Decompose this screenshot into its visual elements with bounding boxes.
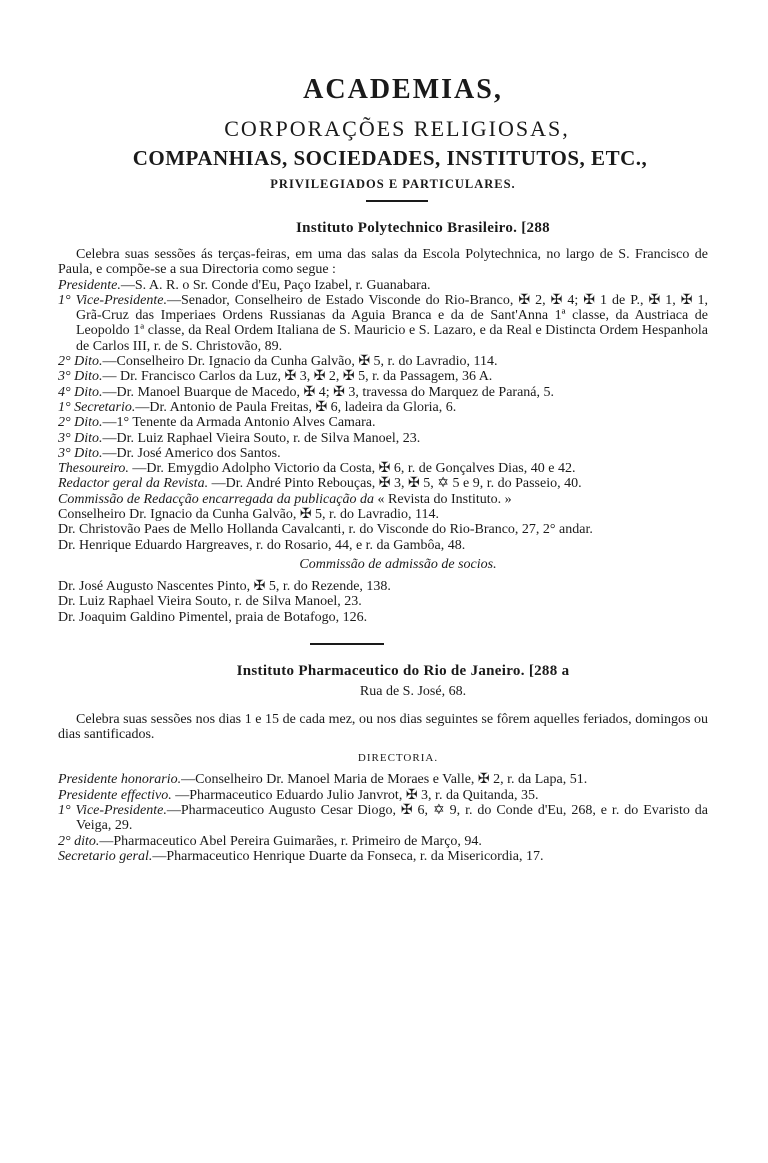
entry-text: Dr. Christovão Paes de Mello Hollanda Cavalcanti, r. do Visconde do Rio-Branco, 27, 2° andar. bbox=[58, 522, 593, 538]
entry-text: —Pharmaceutico Eduardo Julio Janvrot, ✠ 3, r. da Quitanda, 35. bbox=[171, 787, 539, 803]
entry-text: —1° Tenente da Armada Antonio Alves Camara. bbox=[102, 415, 376, 431]
entry-text: —Pharmaceutico Abel Pereira Guimarães, r. Primeiro de Março, 94. bbox=[99, 833, 482, 849]
entry bbox=[58, 278, 708, 293]
entry-role: Secretario geral. bbox=[58, 848, 153, 864]
entry-text: — Dr. Francisco Carlos da Luz, ✠ 3, ✠ 2, ✠ 5, r. da Passagem, 36 A. bbox=[102, 369, 493, 385]
entry bbox=[58, 772, 708, 787]
entry-role: 1° Vice-Presidente. bbox=[58, 292, 167, 308]
admissao-item: Dr. José Augusto Nascentes Pinto, ✠ 5, r. do Rezende, 138. bbox=[58, 578, 391, 594]
entry-role: 3° Dito. bbox=[58, 369, 103, 385]
entry-role: 2° dito. bbox=[58, 833, 100, 849]
divider bbox=[310, 643, 384, 645]
subtitle-line-3: COMPANHIAS, SOCIEDADES, INSTITUTOS, ETC., bbox=[132, 146, 648, 170]
entry-role: Presidente effectivo. bbox=[58, 787, 172, 803]
entry bbox=[58, 849, 708, 864]
entry-text: —Conselheiro Dr. Ignacio da Cunha Galvão, ✠ 5, r. do Lavradio, 114. bbox=[102, 354, 498, 370]
institute-1-entries bbox=[58, 278, 708, 553]
subtitle-line-2: CORPORAÇÕES RELIGIOSAS, bbox=[224, 116, 570, 141]
entry bbox=[58, 369, 708, 384]
entry bbox=[58, 788, 708, 803]
entry-role: Redactor geral da Revista. bbox=[58, 476, 209, 492]
entry-text: —S. A. R. o Sr. Conde d'Eu, Paço Izabel, r. Guanabara. bbox=[120, 277, 431, 293]
entry bbox=[58, 415, 708, 430]
institute-2-heading: Instituto Pharmaceutico do Rio de Janeiro. [288 a bbox=[236, 662, 570, 679]
entry-text: « Revista do Instituto. » bbox=[373, 491, 512, 507]
entry bbox=[58, 834, 708, 849]
entry bbox=[58, 461, 708, 476]
main-title: ACADEMIAS, bbox=[303, 74, 503, 105]
institute-2-intro: Celebra suas sessões nos dias 1 e 15 de cada mez, ou nos dias seguintes se fôrem aquelles feriados, domingos ou dias santificados. bbox=[58, 711, 708, 743]
entry bbox=[58, 522, 708, 537]
institute-1-intro: Celebra suas sessões ás terças-feiras, em uma das salas da Escola Polytechnica, no largo de S. Francisco de Paula, e compõe-se a sua Directoria como segue : bbox=[58, 247, 708, 278]
entry-role: Thesoureiro. bbox=[58, 461, 129, 477]
entry-text: —Dr. André Pinto Rebouças, ✠ 3, ✠ 5, ✡ 5 e 9, r. do Passeio, 40. bbox=[208, 476, 582, 492]
entry-role: 2° Dito. bbox=[58, 354, 103, 370]
entry bbox=[58, 492, 708, 507]
admissao-item: Dr. Luiz Raphael Vieira Souto, r. de Silva Manoel, 23. bbox=[58, 594, 362, 610]
entry-role: Presidente. bbox=[58, 277, 121, 293]
entry bbox=[58, 385, 708, 400]
document-page bbox=[58, 70, 708, 864]
entry bbox=[58, 446, 708, 461]
entry-role: 3° Dito. bbox=[58, 445, 103, 461]
entry bbox=[58, 354, 708, 369]
admissao-item: Dr. Joaquim Galdino Pimentel, praia de Botafogo, 126. bbox=[58, 609, 368, 625]
entry bbox=[58, 507, 708, 522]
entry-text: —Dr. Manoel Buarque de Macedo, ✠ 4; ✠ 3, travessa do Marquez de Paraná, 5. bbox=[102, 384, 554, 400]
entry bbox=[58, 293, 708, 354]
entry-role: 1° Vice-Presidente. bbox=[58, 803, 167, 819]
entry bbox=[58, 431, 708, 446]
institute-2-address: Rua de S. José, 68. bbox=[359, 683, 467, 699]
entry-role: 3° Dito. bbox=[58, 430, 103, 446]
subtitle-line-4: PRIVILEGIADOS E PARTICULARES. bbox=[270, 177, 516, 191]
entry-text: —Pharmaceutico Henrique Duarte da Fonseca, r. da Misericordia, 17. bbox=[152, 848, 544, 864]
entry-text: —Conselheiro Dr. Manoel Maria de Moraes e Valle, ✠ 2, r. da Lapa, 51. bbox=[181, 772, 588, 788]
entry-role: 4° Dito. bbox=[58, 384, 103, 400]
entry-text: —Pharmaceutico Augusto Cesar Diogo, ✠ 6, ✡ 9, r. do Conde d'Eu, 268, e r. do Evaristo da Veiga, 29. bbox=[76, 803, 709, 834]
admissao-heading: Commissão de admissão de socios. bbox=[299, 556, 497, 572]
divider bbox=[366, 200, 428, 202]
entry-text: —Dr. Emygdio Adolpho Victorio da Costa, ✠ 6, r. de Gonçalves Dias, 40 e 42. bbox=[128, 461, 576, 477]
entry bbox=[58, 538, 708, 553]
entry bbox=[58, 400, 708, 415]
entry-text: —Dr. Luiz Raphael Vieira Souto, r. de Silva Manoel, 23. bbox=[102, 430, 421, 446]
entry bbox=[58, 803, 708, 834]
entry-text: Dr. Henrique Eduardo Hargreaves, r. do Rosario, 44, e r. da Gambôa, 48. bbox=[58, 537, 466, 553]
entry-role: 1° Secretario. bbox=[58, 399, 136, 415]
entry-text: —Dr. José Americo dos Santos. bbox=[102, 445, 281, 461]
directoria-heading: DIRECTORIA. bbox=[357, 752, 439, 765]
entry-text: —Senador, Conselheiro de Estado Visconde do Rio-Branco, ✠ 2, ✠ 4; ✠ 1 de P., ✠ 1, ✠ 1, Grã-Cruz das Imperiaes Ordens Russianas da Aguia Branca e da de Sant'Anna 1ª classe, da Austriaca de Leopoldo 1ª classe, da Real Ordem Italiana de S. Mauricio e S. Lazaro, e da Real e Distincta Ordem Hespanhola de Carlos III, r. de S. Christovão, 89. bbox=[76, 292, 708, 354]
entry-role: Commissão de Redacção encarregada da publicação da bbox=[58, 491, 374, 507]
entry bbox=[58, 476, 708, 491]
institute-1-heading: Instituto Polytechnico Brasileiro. [288 bbox=[296, 220, 550, 236]
entry-role: Presidente honorario. bbox=[58, 772, 182, 788]
entry-text: —Dr. Antonio de Paula Freitas, ✠ 6, ladeira da Gloria, 6. bbox=[135, 399, 457, 415]
entry-role: 2° Dito. bbox=[58, 415, 103, 431]
entry-text: Conselheiro Dr. Ignacio da Cunha Galvão, ✠ 5, r. do Lavradio, 114. bbox=[58, 507, 439, 523]
